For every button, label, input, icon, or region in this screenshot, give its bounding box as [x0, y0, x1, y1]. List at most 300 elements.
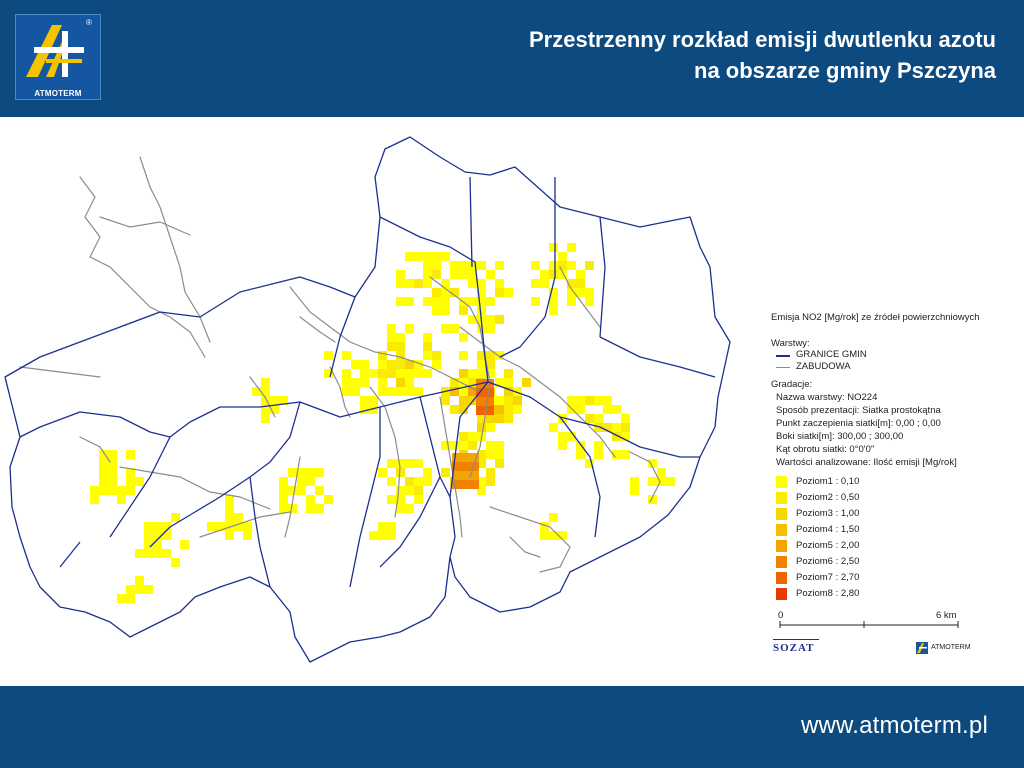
- emission-cell: [414, 279, 423, 288]
- emission-cell: [585, 261, 594, 270]
- emission-cell: [459, 432, 468, 441]
- emission-cell: [171, 513, 180, 522]
- website-link[interactable]: www.atmoterm.pl: [800, 712, 988, 739]
- emission-cell: [432, 306, 441, 315]
- emission-cell: [549, 531, 558, 540]
- emission-cell: [396, 297, 405, 306]
- emission-cell: [117, 486, 126, 495]
- emission-cell: [423, 279, 432, 288]
- emission-cell: [477, 360, 486, 369]
- emission-cell: [108, 486, 117, 495]
- emission-cell: [495, 396, 504, 405]
- emission-cell: [450, 324, 459, 333]
- emission-cell: [306, 468, 315, 477]
- sozat-logo: SOZAT: [773, 642, 815, 654]
- emission-cell: [99, 477, 108, 486]
- registered-mark: ®: [86, 18, 92, 27]
- emission-cell: [360, 378, 369, 387]
- emission-cell: [432, 288, 441, 297]
- emission-cell: [486, 441, 495, 450]
- emission-cell: [108, 468, 117, 477]
- emission-cell: [495, 279, 504, 288]
- emission-cell: [495, 315, 504, 324]
- emission-cell: [504, 414, 513, 423]
- emission-cell: [405, 504, 414, 513]
- emission-cell: [630, 477, 639, 486]
- emission-cell: [549, 270, 558, 279]
- level-4-label: Poziom4 : 1,50: [796, 524, 860, 535]
- emission-cell: [423, 342, 432, 351]
- emission-cell: [468, 369, 477, 378]
- emission-grid: [90, 243, 675, 603]
- emission-cell: [468, 279, 477, 288]
- atmoterm-mini-icon: [916, 642, 928, 654]
- emission-cell: [441, 468, 450, 477]
- logo-name: ATMOTERM: [34, 89, 82, 98]
- emission-cell: [306, 477, 315, 486]
- level-7-label: Poziom7 : 2,70: [796, 572, 860, 583]
- emission-cell: [243, 531, 252, 540]
- level-3-swatch: [776, 508, 787, 520]
- emission-cell: [135, 585, 144, 594]
- emission-cell: [252, 387, 261, 396]
- header-bar: [0, 0, 1024, 117]
- emission-cell: [261, 414, 270, 423]
- emission-cell: [234, 513, 243, 522]
- info-anchor: Punkt zaczepienia siatki[m]: 0,00 ; 0,00: [776, 418, 941, 429]
- emission-cell: [126, 585, 135, 594]
- emission-cell: [495, 414, 504, 423]
- emission-cell: [396, 360, 405, 369]
- emission-cell: [135, 549, 144, 558]
- emission-cell: [558, 441, 567, 450]
- emission-cell: [378, 522, 387, 531]
- emission-cell: [486, 468, 495, 477]
- emission-cell: [243, 522, 252, 531]
- emission-cell: [603, 405, 612, 414]
- info-presentation: Sposób prezentacji: Siatka prostokątna: [776, 405, 941, 416]
- emission-cell: [567, 405, 576, 414]
- level-7-swatch: [776, 572, 787, 584]
- emission-cell: [621, 414, 630, 423]
- gradations-label: Gradacje:: [771, 379, 813, 390]
- emission-cell: [423, 351, 432, 360]
- emission-cell: [171, 558, 180, 567]
- emission-cell: [279, 486, 288, 495]
- emission-cell: [387, 369, 396, 378]
- emission-cell: [342, 351, 351, 360]
- emission-cell: [117, 594, 126, 603]
- emission-cell: [459, 270, 468, 279]
- emission-cell: [117, 495, 126, 504]
- emission-cell: [378, 378, 387, 387]
- emission-cell: [378, 531, 387, 540]
- emission-cell: [270, 396, 279, 405]
- emission-cell: [135, 576, 144, 585]
- emission-cell: [396, 342, 405, 351]
- emission-cell: [477, 369, 486, 378]
- emission-cell: [351, 387, 360, 396]
- emission-cell: [450, 261, 459, 270]
- emission-cell: [396, 270, 405, 279]
- emission-cell: [585, 297, 594, 306]
- level-2-swatch: [776, 492, 787, 504]
- emission-cell: [558, 261, 567, 270]
- emission-cell: [648, 477, 657, 486]
- emission-cell: [468, 432, 477, 441]
- emission-cell: [576, 396, 585, 405]
- emission-cell: [594, 450, 603, 459]
- emission-cell: [414, 477, 423, 486]
- emission-cell: [360, 369, 369, 378]
- emission-cell: [396, 468, 405, 477]
- emission-cell: [495, 405, 504, 414]
- emission-cell: [630, 486, 639, 495]
- buildings-line-icon: [776, 367, 790, 368]
- emission-cell: [414, 369, 423, 378]
- emission-cell: [522, 378, 531, 387]
- emission-hotspot-cell: [461, 462, 470, 471]
- emission-cell: [423, 261, 432, 270]
- emission-cell: [549, 306, 558, 315]
- emission-cell: [477, 306, 486, 315]
- emission-cell: [576, 450, 585, 459]
- emission-cell: [585, 288, 594, 297]
- emission-cell: [288, 486, 297, 495]
- level-5-swatch: [776, 540, 787, 552]
- emission-cell: [378, 387, 387, 396]
- emission-cell: [477, 423, 486, 432]
- emission-cell: [387, 477, 396, 486]
- emission-cell: [387, 387, 396, 396]
- emission-cell: [459, 396, 468, 405]
- emission-cell: [369, 369, 378, 378]
- emission-cell: [441, 396, 450, 405]
- emission-cell: [405, 369, 414, 378]
- emission-cell: [225, 531, 234, 540]
- emission-cell: [450, 441, 459, 450]
- emission-cell: [441, 324, 450, 333]
- emission-cell: [324, 351, 333, 360]
- emission-cell: [126, 486, 135, 495]
- emission-cell: [396, 279, 405, 288]
- emission-cell: [126, 450, 135, 459]
- emission-cell: [585, 396, 594, 405]
- emission-cell: [153, 522, 162, 531]
- emission-cell: [504, 378, 513, 387]
- emission-cell: [558, 531, 567, 540]
- emission-cell: [342, 378, 351, 387]
- emission-cell: [135, 477, 144, 486]
- emission-cell: [387, 342, 396, 351]
- emission-cell: [126, 594, 135, 603]
- emission-cell: [378, 369, 387, 378]
- emission-cell: [504, 369, 513, 378]
- emission-hotspot-cell: [461, 471, 470, 480]
- emission-cell: [459, 351, 468, 360]
- level-6-swatch: [776, 556, 787, 568]
- emission-cell: [432, 252, 441, 261]
- atmoterm-mini-label: ATMOTERM: [931, 644, 971, 651]
- emission-cell: [594, 396, 603, 405]
- level-4-swatch: [776, 524, 787, 536]
- emission-cell: [405, 297, 414, 306]
- emission-cell: [288, 468, 297, 477]
- emission-cell: [486, 324, 495, 333]
- emission-cell: [486, 270, 495, 279]
- emission-cell: [90, 486, 99, 495]
- level-5-label: Poziom5 : 2,00: [796, 540, 860, 551]
- emission-cell: [207, 522, 216, 531]
- emission-cell: [360, 360, 369, 369]
- emission-hotspot-cell: [461, 480, 470, 489]
- emission-cell: [549, 297, 558, 306]
- emission-cell: [423, 468, 432, 477]
- emission-cell: [450, 405, 459, 414]
- emission-cell: [576, 288, 585, 297]
- emission-cell: [441, 297, 450, 306]
- emission-cell: [549, 243, 558, 252]
- emission-cell: [387, 324, 396, 333]
- emission-cell: [459, 261, 468, 270]
- emission-cell: [513, 405, 522, 414]
- emission-cell: [558, 432, 567, 441]
- emission-cell: [495, 459, 504, 468]
- emission-cell: [567, 261, 576, 270]
- emission-cell: [396, 387, 405, 396]
- emission-cell: [144, 585, 153, 594]
- emission-cell: [396, 378, 405, 387]
- emission-cell: [621, 423, 630, 432]
- emission-cell: [297, 477, 306, 486]
- map-legend: [740, 297, 1024, 665]
- emission-cell: [261, 387, 270, 396]
- emission-cell: [414, 495, 423, 504]
- emission-cell: [567, 297, 576, 306]
- emission-cell: [504, 405, 513, 414]
- emission-cell: [459, 369, 468, 378]
- sozat-line: [773, 639, 819, 640]
- emission-cell: [477, 261, 486, 270]
- emission-cell: [513, 396, 522, 405]
- emission-cell: [441, 252, 450, 261]
- emission-cell: [315, 504, 324, 513]
- emission-hotspot-cell: [476, 406, 485, 415]
- emission-cell: [657, 468, 666, 477]
- layer-label-zabudowa: ZABUDOWA: [796, 361, 851, 372]
- emission-cell: [504, 288, 513, 297]
- emission-cell: [423, 252, 432, 261]
- emission-cell: [405, 378, 414, 387]
- emission-cell: [144, 522, 153, 531]
- emission-cell: [387, 459, 396, 468]
- emission-cell: [414, 459, 423, 468]
- emission-cell: [594, 441, 603, 450]
- emission-cell: [261, 378, 270, 387]
- emission-cell: [423, 333, 432, 342]
- emission-cell: [315, 486, 324, 495]
- emission-cell: [423, 297, 432, 306]
- emission-cell: [360, 396, 369, 405]
- emission-cell: [279, 477, 288, 486]
- legend-title: Emisja NO2 [Mg/rok] ze źródeł powierzchniowych: [771, 312, 980, 323]
- emission-cell: [306, 504, 315, 513]
- emission-cell: [567, 396, 576, 405]
- emission-cell: [432, 360, 441, 369]
- emission-cell: [342, 387, 351, 396]
- info-values: Wartości analizowane: Ilość emisji [Mg/rok]: [776, 457, 957, 468]
- emission-cell: [405, 387, 414, 396]
- emission-map: [0, 117, 740, 686]
- emission-cell: [558, 252, 567, 261]
- emission-cell: [432, 270, 441, 279]
- info-grid-sides: Boki siatki[m]: 300,00 ; 300,00: [776, 431, 904, 442]
- level-6-label: Poziom6 : 2,50: [796, 556, 860, 567]
- emission-cell: [432, 261, 441, 270]
- emission-cell: [576, 279, 585, 288]
- emission-cell: [576, 405, 585, 414]
- emission-cell: [576, 270, 585, 279]
- emission-cell: [612, 423, 621, 432]
- emission-cell: [441, 306, 450, 315]
- emission-cell: [459, 306, 468, 315]
- emission-cell: [225, 504, 234, 513]
- emission-cell: [603, 396, 612, 405]
- emission-cell: [405, 324, 414, 333]
- emission-cell: [162, 549, 171, 558]
- emission-cell: [405, 477, 414, 486]
- emission-cell: [126, 477, 135, 486]
- emission-cell: [405, 252, 414, 261]
- emission-cell: [297, 486, 306, 495]
- emission-cell: [495, 261, 504, 270]
- zabudowa-layer: [20, 157, 660, 572]
- emission-cell: [405, 486, 414, 495]
- emission-cell: [387, 531, 396, 540]
- emission-cell: [531, 261, 540, 270]
- emission-cell: [414, 387, 423, 396]
- scale-end: 6 km: [936, 610, 957, 621]
- emission-cell: [162, 531, 171, 540]
- emission-cell: [378, 360, 387, 369]
- emission-cell: [495, 450, 504, 459]
- emission-cell: [414, 486, 423, 495]
- emission-cell: [279, 504, 288, 513]
- emission-cell: [342, 369, 351, 378]
- emission-cell: [540, 531, 549, 540]
- emission-cell: [423, 477, 432, 486]
- emission-cell: [315, 468, 324, 477]
- emission-cell: [108, 477, 117, 486]
- emission-cell: [90, 495, 99, 504]
- emission-hotspot-cell: [476, 397, 485, 406]
- emission-cell: [486, 297, 495, 306]
- emission-cell: [414, 252, 423, 261]
- emission-cell: [225, 513, 234, 522]
- emission-cell: [180, 540, 189, 549]
- emission-cell: [585, 414, 594, 423]
- emission-cell: [387, 360, 396, 369]
- info-rotation: Kąt obrotu siatki: 0°0'0'': [776, 444, 875, 455]
- emission-cell: [468, 441, 477, 450]
- emission-cell: [279, 495, 288, 504]
- emission-hotspot-cell: [452, 480, 461, 489]
- emission-cell: [666, 477, 675, 486]
- emission-cell: [369, 396, 378, 405]
- emission-cell: [567, 243, 576, 252]
- emission-cell: [495, 288, 504, 297]
- emission-cell: [594, 414, 603, 423]
- emission-cell: [549, 423, 558, 432]
- emission-cell: [477, 297, 486, 306]
- emission-cell: [144, 531, 153, 540]
- title-line-2: na obszarze gminy Pszczyna: [694, 58, 996, 83]
- emission-hotspot-cell: [461, 453, 470, 462]
- emission-cell: [387, 333, 396, 342]
- page-title: [296, 24, 996, 86]
- atmoterm-logo: [15, 14, 101, 100]
- emission-cell: [378, 468, 387, 477]
- emission-cell: [99, 486, 108, 495]
- emission-cell: [459, 333, 468, 342]
- emission-cell: [549, 261, 558, 270]
- emission-cell: [486, 477, 495, 486]
- emission-cell: [306, 495, 315, 504]
- level-2-label: Poziom2 : 0,50: [796, 492, 860, 503]
- emission-cell: [621, 450, 630, 459]
- layers-label: Warstwy:: [771, 338, 810, 349]
- emission-cell: [540, 270, 549, 279]
- emission-cell: [486, 414, 495, 423]
- emission-cell: [369, 531, 378, 540]
- emission-hotspot-cell: [452, 453, 461, 462]
- emission-cell: [549, 513, 558, 522]
- level-8-swatch: [776, 588, 787, 600]
- emission-cell: [153, 540, 162, 549]
- emission-cell: [486, 450, 495, 459]
- emission-hotspot-cell: [470, 480, 479, 489]
- emission-cell: [540, 279, 549, 288]
- emission-cell: [504, 396, 513, 405]
- level-8-label: Poziom8 : 2,80: [796, 588, 860, 599]
- emission-cell: [108, 450, 117, 459]
- level-1-swatch: [776, 476, 787, 488]
- emission-cell: [423, 369, 432, 378]
- emission-cell: [405, 459, 414, 468]
- emission-cell: [153, 549, 162, 558]
- scale-start: 0: [778, 610, 784, 621]
- level-3-label: Poziom3 : 1,00: [796, 508, 860, 519]
- emission-cell: [495, 441, 504, 450]
- emission-cell: [144, 549, 153, 558]
- emission-cell: [531, 279, 540, 288]
- emission-cell: [99, 459, 108, 468]
- emission-cell: [450, 270, 459, 279]
- emission-cell: [486, 315, 495, 324]
- emission-cell: [351, 378, 360, 387]
- emission-cell: [387, 522, 396, 531]
- footer-bar: [0, 686, 1024, 768]
- info-layer-name: Nazwa warstwy: NO224: [776, 392, 878, 403]
- emission-cell: [396, 333, 405, 342]
- title-line-1: Przestrzenny rozkład emisji dwutlenku azotu: [529, 27, 996, 52]
- emission-cell: [396, 369, 405, 378]
- emission-cell: [432, 297, 441, 306]
- emission-cell: [405, 279, 414, 288]
- emission-cell: [396, 486, 405, 495]
- emission-cell: [468, 297, 477, 306]
- emission-cell: [99, 468, 108, 477]
